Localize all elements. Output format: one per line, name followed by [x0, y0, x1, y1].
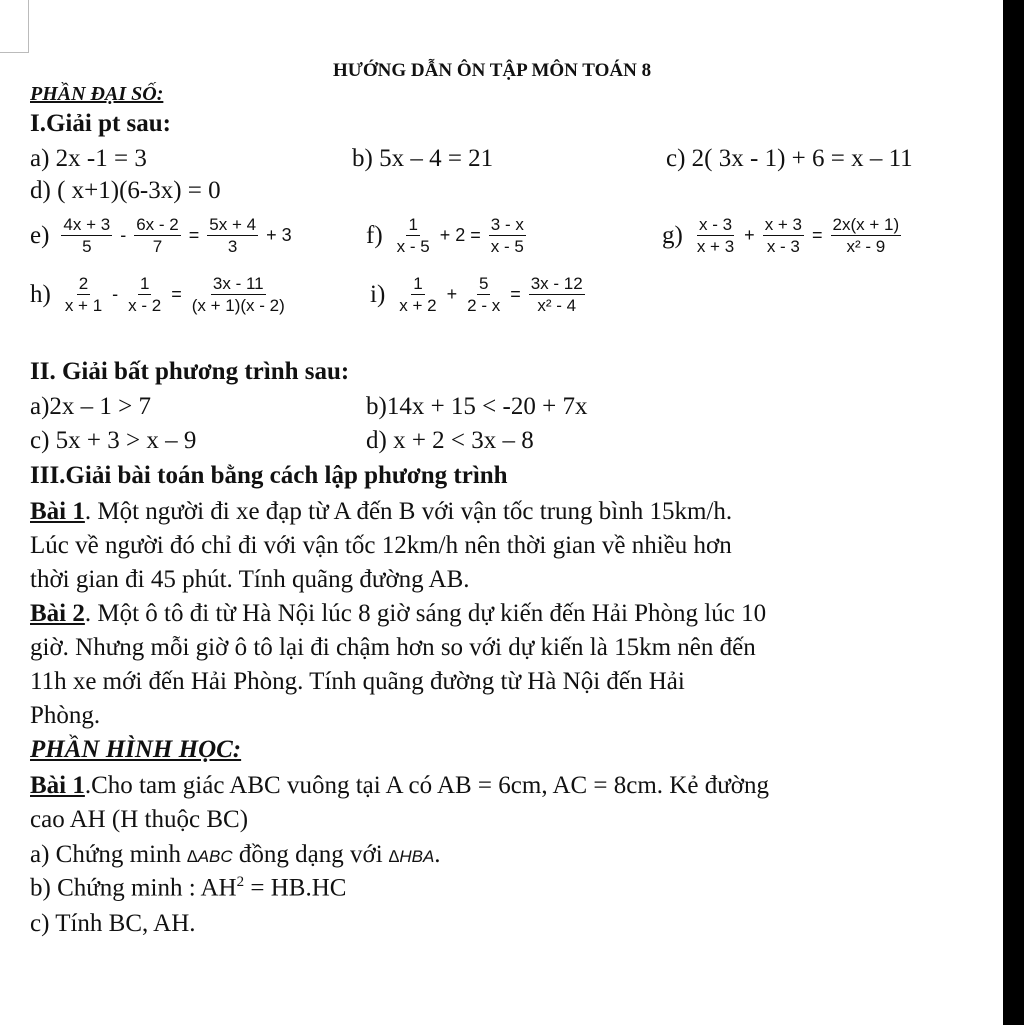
eq-e-frac-2 — [134, 214, 181, 257]
ineq-d: d) x + 2 < 3x – 8 — [366, 427, 534, 454]
eq-e-op-1: - — [120, 225, 127, 245]
problem-1-line-3: thời gian đi 45 phút. Tính quãng đường AB. — [30, 566, 470, 593]
eq-f-frac-2 — [489, 214, 526, 257]
section-1-title: I.Giải pt sau: — [30, 110, 172, 137]
eq-g-op-2: = — [812, 225, 823, 245]
eq-i-den-2: 2 - x — [467, 296, 501, 315]
ineq-b: b)14x + 15 < -20 + 7x — [366, 393, 588, 420]
right-edge-strip — [1003, 0, 1024, 1025]
eq-g-label: g) — [662, 221, 683, 249]
problem-1-text-1: . Một người đi xe đạp từ A đến B với vận tốc trung bình 15km/h. — [84, 498, 733, 525]
eq-i-op-1: + — [446, 284, 458, 304]
eq-e-num-1: 4x + 3 — [63, 215, 111, 234]
eq-i-den-3: x² - 4 — [537, 296, 577, 315]
eq-b: b) 5x – 4 = 21 — [352, 145, 494, 172]
eq-e-den-2: 7 — [152, 237, 163, 256]
eq-i-op-2: = — [510, 284, 521, 304]
geometry-part-a — [30, 841, 441, 869]
triangle-hba: ∆HBA — [388, 847, 435, 866]
eq-f-den-2: x - 5 — [490, 237, 524, 256]
eq-e-frac-3 — [207, 214, 258, 257]
problem-2-line-1 — [30, 600, 766, 628]
geometry-part-b — [30, 874, 346, 902]
eq-i-num-3: 3x - 12 — [530, 274, 583, 293]
geometry-problem-1-text-1: .Cho tam giác ABC vuông tại A có AB = 6cm, AC = 8cm. Kẻ đường — [84, 772, 769, 799]
eq-e-den-3: 3 — [227, 237, 238, 256]
eq-g — [662, 214, 903, 257]
eq-i-frac-2 — [465, 273, 502, 316]
geometry-part-b-prefix: b) Chứng minh : AH — [30, 874, 237, 902]
eq-h-frac-3 — [190, 273, 287, 316]
problem-1-line-1 — [30, 498, 732, 526]
eq-h-den-1: x + 1 — [64, 296, 103, 315]
eq-i-label: i) — [370, 280, 386, 308]
eq-i-frac-1 — [397, 273, 438, 316]
eq-i-num-2: 5 — [478, 274, 489, 293]
eq-f-num-2: 3 - x — [490, 215, 524, 234]
section-2-title: II. Giải bất phương trình sau: — [30, 358, 350, 385]
geometry-part-b-exponent: 2 — [236, 874, 245, 890]
problem-2-text-1: . Một ô tô đi từ Hà Nội lúc 8 giờ sáng dự kiến đến Hải Phòng lúc 10 — [84, 600, 767, 627]
geometry-part-a-prefix: a) Chứng minh — [30, 841, 188, 868]
eq-e — [30, 214, 294, 257]
eq-i-num-1: 1 — [413, 274, 423, 293]
geometry-part-a-mid: đồng dạng với — [232, 841, 389, 868]
eq-e-den-1: 5 — [82, 237, 92, 256]
eq-f-den-1: x - 5 — [396, 237, 430, 256]
eq-f-num-1: 1 — [408, 215, 418, 234]
eq-e-num-3: 5x + 4 — [209, 215, 257, 234]
ineq-c: c) 5x + 3 > x – 9 — [30, 427, 197, 454]
document-title: HƯỚNG DẪN ÔN TẬP MÔN TOÁN 8 — [333, 60, 652, 81]
eq-i-frac-3 — [529, 273, 585, 316]
eq-h-frac-2 — [126, 273, 163, 316]
eq-f-frac-1 — [395, 214, 432, 257]
geometry-part-b-suffix: = HB.HC — [244, 874, 347, 902]
eq-h-den-3: (x + 1)(x - 2) — [191, 296, 285, 315]
eq-h-num-1: 2 — [78, 274, 89, 293]
eq-h-num-2: 1 — [139, 274, 150, 293]
eq-g-frac-1 — [695, 214, 736, 257]
eq-g-num-3: 2x(x + 1) — [832, 215, 900, 234]
ineq-a: a)2x – 1 > 7 — [30, 393, 152, 420]
triangle-abc: ∆ABC — [187, 847, 233, 866]
problem-2-line-2: giờ. Nhưng mỗi giờ ô tô lại đi chậm hơn so với dự kiến là 15km nên đến — [30, 634, 756, 661]
problem-2-line-3: 11h xe mới đến Hải Phòng. Tính quãng đường từ Hà Nội đến Hải — [30, 668, 685, 695]
algebra-heading: PHẦN ĐẠI SỐ: — [30, 83, 164, 105]
eq-e-num-2: 6x - 2 — [136, 215, 179, 234]
eq-e-label: e) — [30, 221, 50, 249]
geometry-problem-1-label: Bài 1 — [30, 772, 85, 799]
problem-2-label: Bài 2 — [30, 600, 85, 627]
eq-d: d) ( x+1)(6-3x) = 0 — [30, 177, 221, 204]
problem-2-line-4: Phòng. — [30, 702, 101, 729]
eq-h-den-2: x - 2 — [128, 296, 162, 315]
eq-g-frac-3 — [831, 214, 902, 257]
eq-f-op-1: + 2 = — [439, 225, 481, 245]
eq-f — [366, 214, 528, 257]
eq-h-op-2: = — [171, 284, 182, 304]
eq-a: a) 2x -1 = 3 — [30, 145, 147, 172]
eq-c: c) 2( 3x - 1) + 6 = x – 11 — [666, 145, 913, 172]
eq-e-tail: + 3 — [266, 225, 292, 245]
eq-i — [370, 273, 587, 316]
eq-g-den-1: x + 3 — [696, 237, 735, 256]
eq-g-op-1: + — [744, 225, 755, 245]
geometry-part-a-end: . — [434, 841, 441, 868]
eq-g-den-3: x² - 9 — [846, 237, 886, 256]
problem-1-label: Bài 1 — [30, 498, 85, 525]
eq-g-den-2: x - 3 — [766, 237, 800, 256]
eq-i-den-1: x + 2 — [399, 296, 437, 315]
eq-h-op-1: - — [112, 284, 119, 304]
eq-e-frac-1 — [61, 214, 112, 257]
geometry-problem-1-line-1 — [30, 772, 769, 800]
eq-g-frac-2 — [763, 214, 804, 257]
eq-f-label: f) — [366, 221, 383, 249]
page-corner-mark — [0, 0, 29, 53]
eq-g-num-2: x + 3 — [764, 215, 803, 234]
eq-e-op-2: = — [188, 225, 200, 245]
problem-1-line-2: Lúc về người đó chỉ đi với vận tốc 12km/h nên thời gian về nhiều hơn — [30, 532, 732, 559]
geometry-heading: PHẦN HÌNH HỌC: — [30, 736, 242, 763]
section-3-title: III.Giải bài toán bằng cách lập phương trình — [30, 462, 508, 489]
eq-h — [30, 273, 289, 316]
geometry-part-c: c) Tính BC, AH. — [30, 910, 196, 937]
eq-h-num-3: 3x - 11 — [212, 274, 264, 293]
eq-h-label: h) — [30, 280, 51, 308]
eq-h-frac-1 — [63, 273, 104, 316]
eq-g-num-1: x - 3 — [698, 215, 733, 234]
geometry-problem-1-line-2: cao AH (H thuộc BC) — [30, 806, 249, 833]
